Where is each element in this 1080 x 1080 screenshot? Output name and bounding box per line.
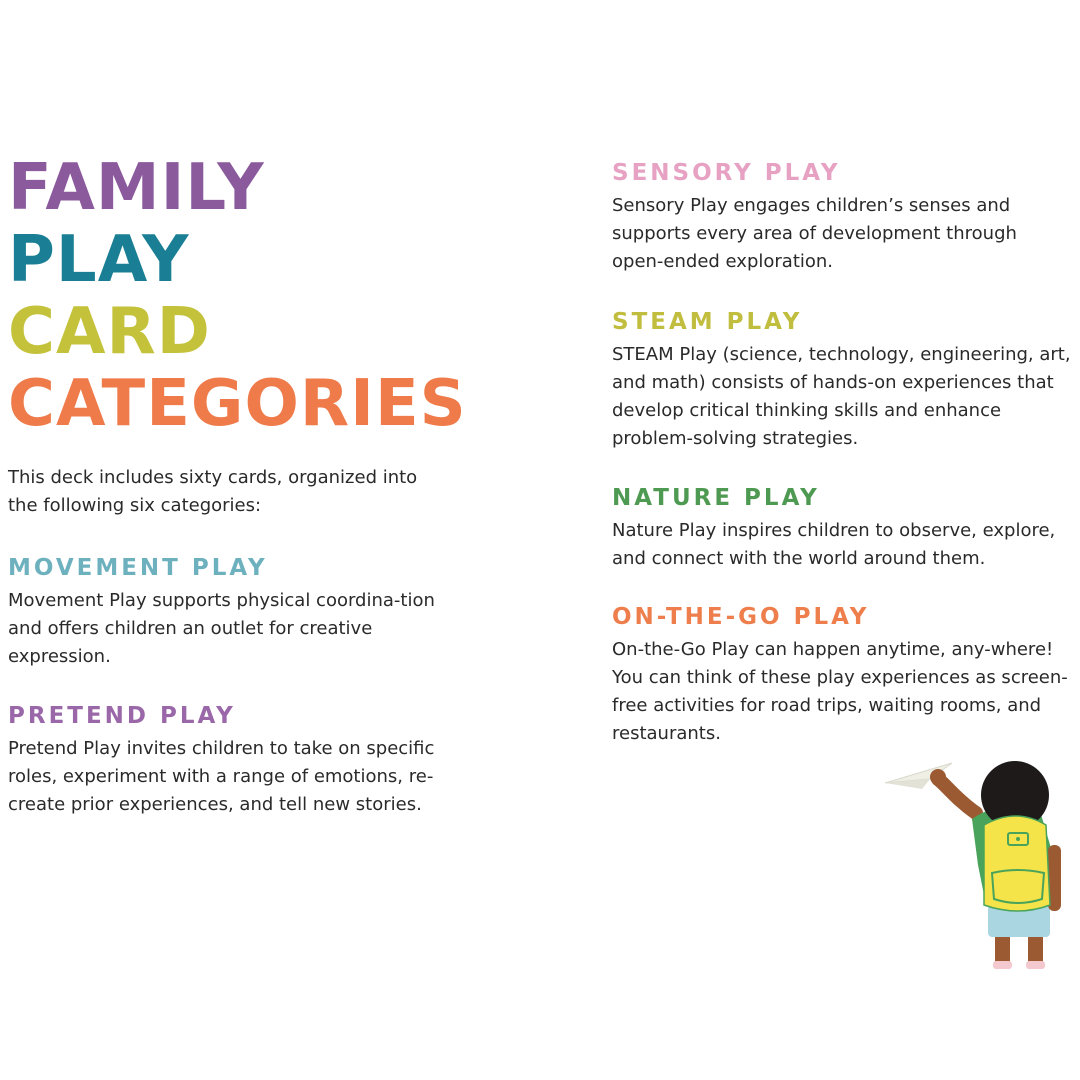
category-movement-play (8, 553, 458, 671)
title-line-play: PLAY (8, 223, 190, 297)
category-sensory-play (612, 158, 1072, 276)
right-sock (1026, 961, 1045, 969)
category-description: Movement Play supports physical coordina-tion and offers children an outlet for creative expression. (8, 590, 435, 667)
category-heading: ON-THE-GO PLAY (612, 604, 870, 630)
category-description: Sensory Play engages children’s senses and supports every area of development through open-ended exploration. (612, 195, 1017, 272)
category-heading: PRETEND PLAY (8, 703, 236, 729)
category-heading: MOVEMENT PLAY (8, 555, 268, 581)
category-steam-play (612, 307, 1072, 453)
category-heading: SENSORY PLAY (612, 160, 841, 186)
raised-arm (938, 779, 976, 813)
child-with-paper-airplane-illustration (880, 755, 1070, 980)
title-line-family: FAMILY (8, 151, 265, 225)
category-description: Nature Play inspires children to observe, explore, and connect with the world around them. (612, 520, 1056, 569)
category-nature-play (612, 483, 1072, 573)
title-line-categories: CATEGORIES (8, 367, 467, 441)
left-sock (993, 961, 1012, 969)
title-line-card: CARD (8, 295, 211, 369)
category-description: On-the-Go Play can happen anytime, any-where! You can think of these play experiences as screen-free activities for road trips, waiting rooms, and restaurants. (612, 639, 1068, 744)
hand (930, 769, 946, 785)
category-description: STEAM Play (science, technology, engineering, art, and math) consists of hands-on experiences that develop critical thinking skills and enhance problem-solving strategies. (612, 344, 1071, 449)
category-description: Pretend Play invites children to take on specific roles, experiment with a range of emotions, re-create prior experiences, and tell new stories. (8, 738, 435, 815)
page-title (8, 152, 467, 440)
category-heading: STEAM PLAY (612, 309, 803, 335)
intro-text: This deck includes sixty cards, organized into the following six categories: (8, 467, 418, 516)
category-on-the-go-play (612, 602, 1072, 748)
category-heading: NATURE PLAY (612, 485, 820, 511)
category-pretend-play (8, 701, 458, 819)
backpack-button (1016, 837, 1020, 841)
